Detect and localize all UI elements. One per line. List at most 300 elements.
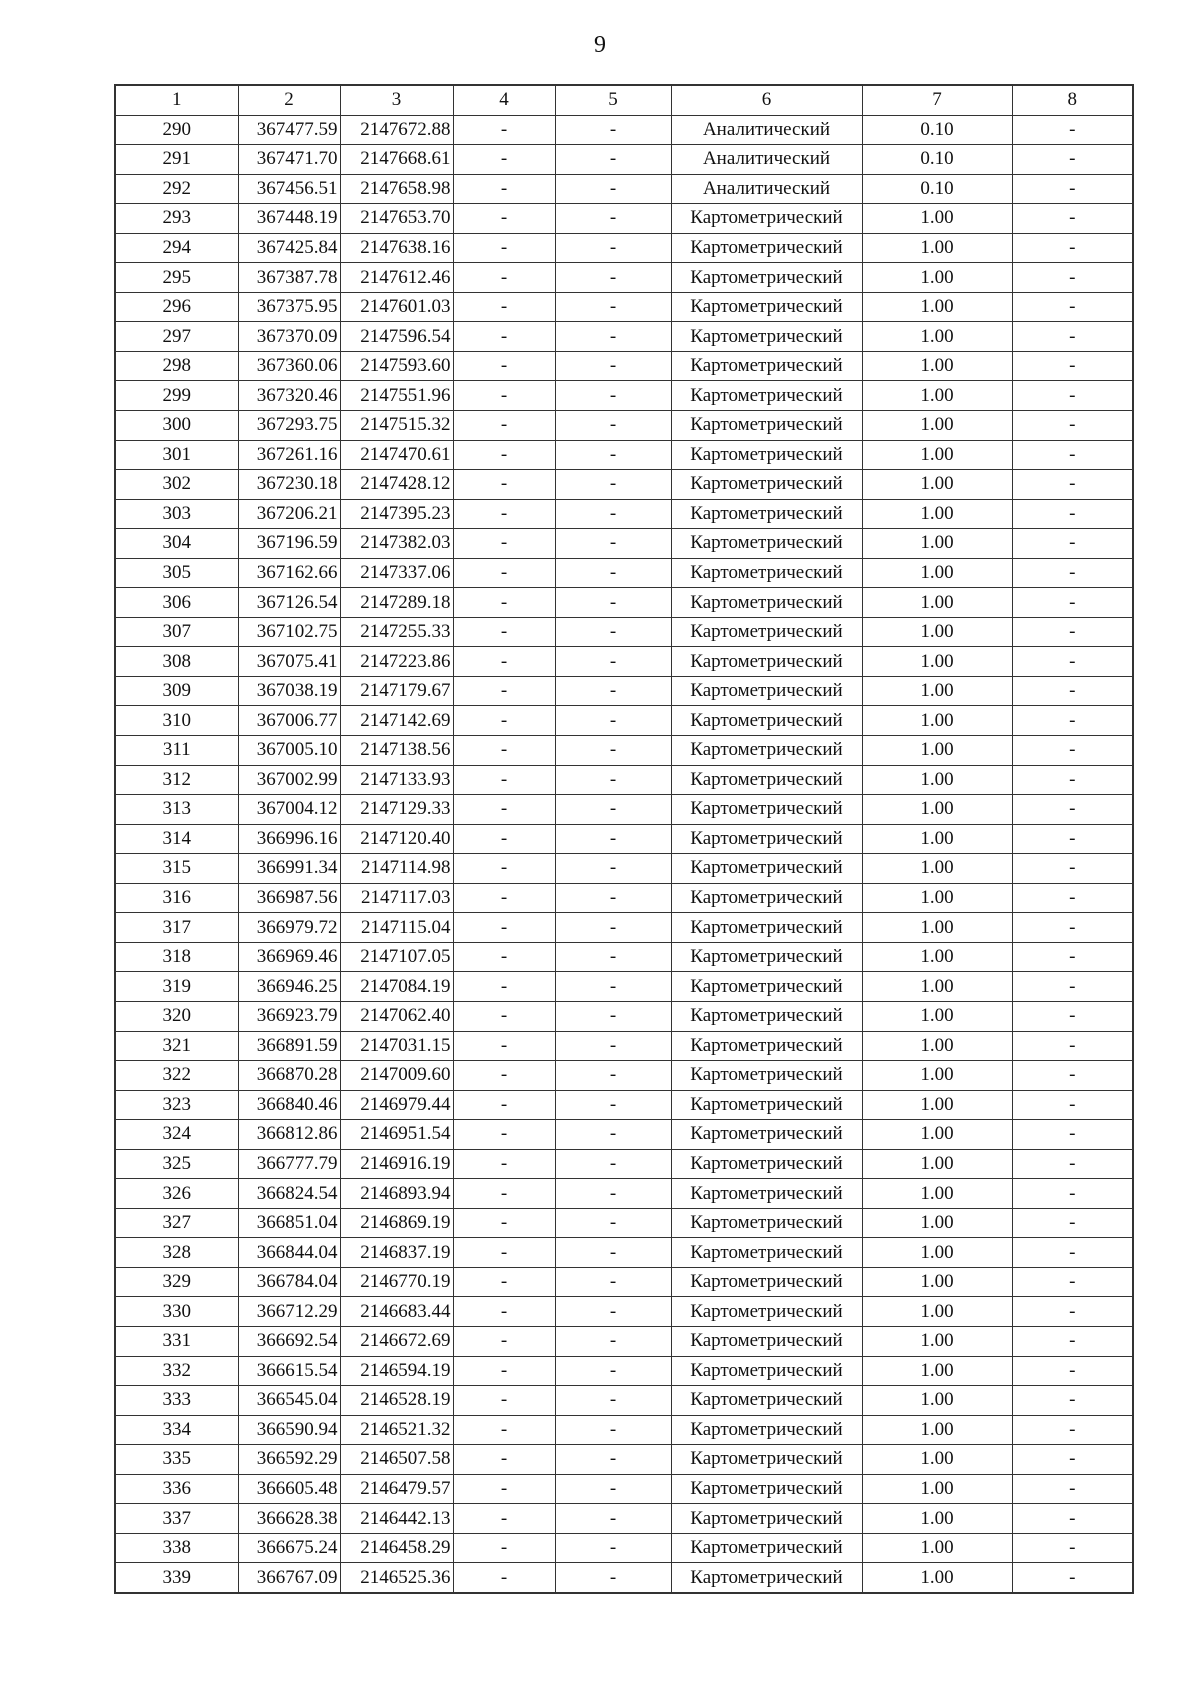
method-cell: Картометрический bbox=[671, 1563, 862, 1593]
accuracy-cell: 1.00 bbox=[862, 765, 1012, 795]
coordinate-y-cell: 2146507.58 bbox=[340, 1445, 453, 1475]
point-number-cell: 312 bbox=[115, 765, 238, 795]
col8-cell: - bbox=[1012, 1031, 1133, 1061]
col8-cell: - bbox=[1012, 824, 1133, 854]
accuracy-cell: 1.00 bbox=[862, 1474, 1012, 1504]
point-number-cell: 323 bbox=[115, 1090, 238, 1120]
point-number-cell: 310 bbox=[115, 706, 238, 736]
col5-cell: - bbox=[555, 824, 671, 854]
coordinate-y-cell: 2147593.60 bbox=[340, 351, 453, 381]
coordinate-y-cell: 2147470.61 bbox=[340, 440, 453, 470]
col4-cell: - bbox=[453, 292, 555, 322]
accuracy-cell: 1.00 bbox=[862, 795, 1012, 825]
accuracy-cell: 1.00 bbox=[862, 1149, 1012, 1179]
accuracy-cell: 1.00 bbox=[862, 263, 1012, 293]
method-cell: Картометрический bbox=[671, 322, 862, 352]
table-row bbox=[115, 1090, 1133, 1120]
method-cell: Картометрический bbox=[671, 706, 862, 736]
method-cell: Картометрический bbox=[671, 263, 862, 293]
col8-cell: - bbox=[1012, 1533, 1133, 1563]
table-row bbox=[115, 499, 1133, 529]
coordinate-y-cell: 2147129.33 bbox=[340, 795, 453, 825]
table-row bbox=[115, 913, 1133, 943]
coordinate-y-cell: 2146893.94 bbox=[340, 1179, 453, 1209]
coordinate-y-cell: 2147428.12 bbox=[340, 470, 453, 500]
table-row bbox=[115, 1120, 1133, 1150]
col4-cell: - bbox=[453, 322, 555, 352]
col5-cell: - bbox=[555, 174, 671, 204]
col4-cell: - bbox=[453, 854, 555, 884]
coordinate-y-cell: 2147672.88 bbox=[340, 115, 453, 145]
table-row bbox=[115, 440, 1133, 470]
col5-cell: - bbox=[555, 1031, 671, 1061]
accuracy-cell: 1.00 bbox=[862, 1356, 1012, 1386]
method-cell: Картометрический bbox=[671, 942, 862, 972]
coordinate-x-cell: 366812.86 bbox=[238, 1120, 340, 1150]
point-number-cell: 292 bbox=[115, 174, 238, 204]
table-row bbox=[115, 617, 1133, 647]
table-row bbox=[115, 115, 1133, 145]
point-number-cell: 336 bbox=[115, 1474, 238, 1504]
coordinate-x-cell: 366712.29 bbox=[238, 1297, 340, 1327]
col5-cell: - bbox=[555, 440, 671, 470]
col8-cell: - bbox=[1012, 233, 1133, 263]
table-row bbox=[115, 854, 1133, 884]
method-cell: Аналитический bbox=[671, 145, 862, 175]
point-number-cell: 321 bbox=[115, 1031, 238, 1061]
table-row bbox=[115, 529, 1133, 559]
method-cell: Аналитический bbox=[671, 174, 862, 204]
col4-cell: - bbox=[453, 706, 555, 736]
coordinate-x-cell: 366675.24 bbox=[238, 1533, 340, 1563]
col5-cell: - bbox=[555, 292, 671, 322]
table-row bbox=[115, 263, 1133, 293]
table-row bbox=[115, 204, 1133, 234]
col8-cell: - bbox=[1012, 322, 1133, 352]
col4-cell: - bbox=[453, 588, 555, 618]
column-header-4: 4 bbox=[453, 85, 555, 115]
accuracy-cell: 1.00 bbox=[862, 736, 1012, 766]
col4-cell: - bbox=[453, 1356, 555, 1386]
method-cell: Картометрический bbox=[671, 381, 862, 411]
table-row bbox=[115, 765, 1133, 795]
col4-cell: - bbox=[453, 1415, 555, 1445]
point-number-cell: 334 bbox=[115, 1415, 238, 1445]
method-cell: Картометрический bbox=[671, 1001, 862, 1031]
column-header-2: 2 bbox=[238, 85, 340, 115]
col8-cell: - bbox=[1012, 1563, 1133, 1593]
point-number-cell: 307 bbox=[115, 617, 238, 647]
col5-cell: - bbox=[555, 1504, 671, 1534]
coordinate-x-cell: 367471.70 bbox=[238, 145, 340, 175]
point-number-cell: 311 bbox=[115, 736, 238, 766]
coordinate-x-cell: 366545.04 bbox=[238, 1386, 340, 1416]
coordinate-x-cell: 366891.59 bbox=[238, 1031, 340, 1061]
method-cell: Картометрический bbox=[671, 1474, 862, 1504]
coordinate-y-cell: 2147337.06 bbox=[340, 558, 453, 588]
col5-cell: - bbox=[555, 1297, 671, 1327]
coordinate-x-cell: 367196.59 bbox=[238, 529, 340, 559]
coordinate-y-cell: 2147551.96 bbox=[340, 381, 453, 411]
col4-cell: - bbox=[453, 1533, 555, 1563]
point-number-cell: 305 bbox=[115, 558, 238, 588]
col8-cell: - bbox=[1012, 676, 1133, 706]
col8-cell: - bbox=[1012, 972, 1133, 1002]
coordinate-x-cell: 366777.79 bbox=[238, 1149, 340, 1179]
col4-cell: - bbox=[453, 174, 555, 204]
col8-cell: - bbox=[1012, 381, 1133, 411]
method-cell: Картометрический bbox=[671, 1445, 862, 1475]
col5-cell: - bbox=[555, 854, 671, 884]
col4-cell: - bbox=[453, 411, 555, 441]
col5-cell: - bbox=[555, 736, 671, 766]
col4-cell: - bbox=[453, 942, 555, 972]
coordinate-x-cell: 367261.16 bbox=[238, 440, 340, 470]
col5-cell: - bbox=[555, 1001, 671, 1031]
col5-cell: - bbox=[555, 529, 671, 559]
column-header-3: 3 bbox=[340, 85, 453, 115]
point-number-cell: 301 bbox=[115, 440, 238, 470]
col5-cell: - bbox=[555, 145, 671, 175]
accuracy-cell: 1.00 bbox=[862, 1504, 1012, 1534]
accuracy-cell: 1.00 bbox=[862, 1563, 1012, 1593]
coordinate-x-cell: 366628.38 bbox=[238, 1504, 340, 1534]
method-cell: Картометрический bbox=[671, 440, 862, 470]
col4-cell: - bbox=[453, 1386, 555, 1416]
coordinates-table bbox=[114, 84, 1134, 1594]
coordinate-y-cell: 2146837.19 bbox=[340, 1238, 453, 1268]
accuracy-cell: 1.00 bbox=[862, 942, 1012, 972]
table-row bbox=[115, 1179, 1133, 1209]
method-cell: Аналитический bbox=[671, 115, 862, 145]
col4-cell: - bbox=[453, 1120, 555, 1150]
point-number-cell: 318 bbox=[115, 942, 238, 972]
col5-cell: - bbox=[555, 470, 671, 500]
coordinate-x-cell: 367005.10 bbox=[238, 736, 340, 766]
col5-cell: - bbox=[555, 263, 671, 293]
col8-cell: - bbox=[1012, 1297, 1133, 1327]
coordinate-x-cell: 366784.04 bbox=[238, 1267, 340, 1297]
coordinate-y-cell: 2147117.03 bbox=[340, 883, 453, 913]
coordinate-x-cell: 367320.46 bbox=[238, 381, 340, 411]
method-cell: Картометрический bbox=[671, 470, 862, 500]
col5-cell: - bbox=[555, 913, 671, 943]
coordinate-y-cell: 2147638.16 bbox=[340, 233, 453, 263]
coordinate-y-cell: 2146951.54 bbox=[340, 1120, 453, 1150]
col5-cell: - bbox=[555, 1061, 671, 1091]
col5-cell: - bbox=[555, 1238, 671, 1268]
method-cell: Картометрический bbox=[671, 1149, 862, 1179]
col4-cell: - bbox=[453, 883, 555, 913]
table-row bbox=[115, 795, 1133, 825]
point-number-cell: 303 bbox=[115, 499, 238, 529]
column-header-1: 1 bbox=[115, 85, 238, 115]
col8-cell: - bbox=[1012, 174, 1133, 204]
col8-cell: - bbox=[1012, 263, 1133, 293]
col5-cell: - bbox=[555, 1445, 671, 1475]
col8-cell: - bbox=[1012, 470, 1133, 500]
coordinate-y-cell: 2147395.23 bbox=[340, 499, 453, 529]
method-cell: Картометрический bbox=[671, 1267, 862, 1297]
table-row bbox=[115, 647, 1133, 677]
coordinate-x-cell: 366840.46 bbox=[238, 1090, 340, 1120]
col4-cell: - bbox=[453, 470, 555, 500]
coordinate-y-cell: 2146672.69 bbox=[340, 1326, 453, 1356]
method-cell: Картометрический bbox=[671, 588, 862, 618]
method-cell: Картометрический bbox=[671, 1356, 862, 1386]
col8-cell: - bbox=[1012, 1474, 1133, 1504]
point-number-cell: 339 bbox=[115, 1563, 238, 1593]
table-row bbox=[115, 145, 1133, 175]
method-cell: Картометрический bbox=[671, 1090, 862, 1120]
accuracy-cell: 1.00 bbox=[862, 854, 1012, 884]
col5-cell: - bbox=[555, 558, 671, 588]
coordinate-y-cell: 2147115.04 bbox=[340, 913, 453, 943]
coordinate-x-cell: 366590.94 bbox=[238, 1415, 340, 1445]
col4-cell: - bbox=[453, 263, 555, 293]
coordinate-y-cell: 2147031.15 bbox=[340, 1031, 453, 1061]
col8-cell: - bbox=[1012, 1415, 1133, 1445]
table-row bbox=[115, 1208, 1133, 1238]
column-header-5: 5 bbox=[555, 85, 671, 115]
coordinate-x-cell: 366767.09 bbox=[238, 1563, 340, 1593]
col4-cell: - bbox=[453, 1326, 555, 1356]
coordinate-y-cell: 2147142.69 bbox=[340, 706, 453, 736]
method-cell: Картометрический bbox=[671, 795, 862, 825]
col4-cell: - bbox=[453, 1061, 555, 1091]
col5-cell: - bbox=[555, 1120, 671, 1150]
method-cell: Картометрический bbox=[671, 1297, 862, 1327]
coordinate-x-cell: 367075.41 bbox=[238, 647, 340, 677]
accuracy-cell: 1.00 bbox=[862, 470, 1012, 500]
table-row bbox=[115, 1474, 1133, 1504]
col4-cell: - bbox=[453, 824, 555, 854]
col5-cell: - bbox=[555, 942, 671, 972]
table-row bbox=[115, 588, 1133, 618]
method-cell: Картометрический bbox=[671, 499, 862, 529]
col4-cell: - bbox=[453, 145, 555, 175]
coordinate-y-cell: 2147612.46 bbox=[340, 263, 453, 293]
method-cell: Картометрический bbox=[671, 1179, 862, 1209]
point-number-cell: 298 bbox=[115, 351, 238, 381]
col5-cell: - bbox=[555, 1208, 671, 1238]
method-cell: Картометрический bbox=[671, 1238, 862, 1268]
table-row bbox=[115, 558, 1133, 588]
accuracy-cell: 1.00 bbox=[862, 322, 1012, 352]
accuracy-cell: 1.00 bbox=[862, 1061, 1012, 1091]
accuracy-cell: 1.00 bbox=[862, 706, 1012, 736]
coordinate-x-cell: 367002.99 bbox=[238, 765, 340, 795]
point-number-cell: 308 bbox=[115, 647, 238, 677]
accuracy-cell: 1.00 bbox=[862, 824, 1012, 854]
method-cell: Картометрический bbox=[671, 411, 862, 441]
coordinate-y-cell: 2146442.13 bbox=[340, 1504, 453, 1534]
table-row bbox=[115, 1031, 1133, 1061]
coordinate-y-cell: 2146525.36 bbox=[340, 1563, 453, 1593]
accuracy-cell: 0.10 bbox=[862, 174, 1012, 204]
table-row bbox=[115, 676, 1133, 706]
accuracy-cell: 1.00 bbox=[862, 529, 1012, 559]
table-row bbox=[115, 233, 1133, 263]
method-cell: Картометрический bbox=[671, 1208, 862, 1238]
method-cell: Картометрический bbox=[671, 854, 862, 884]
coordinate-x-cell: 367456.51 bbox=[238, 174, 340, 204]
table-row bbox=[115, 1386, 1133, 1416]
table-row bbox=[115, 824, 1133, 854]
col5-cell: - bbox=[555, 1415, 671, 1445]
point-number-cell: 316 bbox=[115, 883, 238, 913]
table-row bbox=[115, 942, 1133, 972]
table-row bbox=[115, 411, 1133, 441]
coordinate-x-cell: 366991.34 bbox=[238, 854, 340, 884]
method-cell: Картометрический bbox=[671, 1415, 862, 1445]
col4-cell: - bbox=[453, 1149, 555, 1179]
col5-cell: - bbox=[555, 1267, 671, 1297]
table-row bbox=[115, 1238, 1133, 1268]
method-cell: Картометрический bbox=[671, 1326, 862, 1356]
accuracy-cell: 1.00 bbox=[862, 1090, 1012, 1120]
point-number-cell: 322 bbox=[115, 1061, 238, 1091]
point-number-cell: 302 bbox=[115, 470, 238, 500]
coordinate-x-cell: 367230.18 bbox=[238, 470, 340, 500]
col8-cell: - bbox=[1012, 942, 1133, 972]
table-row bbox=[115, 1001, 1133, 1031]
point-number-cell: 338 bbox=[115, 1533, 238, 1563]
table-row bbox=[115, 1445, 1133, 1475]
point-number-cell: 329 bbox=[115, 1267, 238, 1297]
col5-cell: - bbox=[555, 1090, 671, 1120]
col5-cell: - bbox=[555, 617, 671, 647]
method-cell: Картометрический bbox=[671, 676, 862, 706]
col8-cell: - bbox=[1012, 913, 1133, 943]
accuracy-cell: 1.00 bbox=[862, 883, 1012, 913]
method-cell: Картометрический bbox=[671, 558, 862, 588]
coordinate-x-cell: 367425.84 bbox=[238, 233, 340, 263]
col8-cell: - bbox=[1012, 1238, 1133, 1268]
col8-cell: - bbox=[1012, 1179, 1133, 1209]
accuracy-cell: 1.00 bbox=[862, 411, 1012, 441]
coordinate-x-cell: 367360.06 bbox=[238, 351, 340, 381]
coordinate-y-cell: 2147668.61 bbox=[340, 145, 453, 175]
col8-cell: - bbox=[1012, 1149, 1133, 1179]
point-number-cell: 335 bbox=[115, 1445, 238, 1475]
coordinate-y-cell: 2146916.19 bbox=[340, 1149, 453, 1179]
table-row bbox=[115, 1297, 1133, 1327]
coordinate-x-cell: 367477.59 bbox=[238, 115, 340, 145]
coordinate-y-cell: 2146594.19 bbox=[340, 1356, 453, 1386]
col4-cell: - bbox=[453, 795, 555, 825]
point-number-cell: 317 bbox=[115, 913, 238, 943]
coordinate-y-cell: 2146458.29 bbox=[340, 1533, 453, 1563]
col5-cell: - bbox=[555, 351, 671, 381]
col4-cell: - bbox=[453, 1267, 555, 1297]
coordinate-x-cell: 366979.72 bbox=[238, 913, 340, 943]
accuracy-cell: 1.00 bbox=[862, 647, 1012, 677]
coordinate-y-cell: 2147223.86 bbox=[340, 647, 453, 677]
col8-cell: - bbox=[1012, 1090, 1133, 1120]
col8-cell: - bbox=[1012, 440, 1133, 470]
coordinate-y-cell: 2146869.19 bbox=[340, 1208, 453, 1238]
table-row bbox=[115, 883, 1133, 913]
col8-cell: - bbox=[1012, 411, 1133, 441]
col4-cell: - bbox=[453, 1090, 555, 1120]
col4-cell: - bbox=[453, 558, 555, 588]
col8-cell: - bbox=[1012, 1445, 1133, 1475]
accuracy-cell: 1.00 bbox=[862, 1326, 1012, 1356]
accuracy-cell: 1.00 bbox=[862, 233, 1012, 263]
col5-cell: - bbox=[555, 883, 671, 913]
col5-cell: - bbox=[555, 795, 671, 825]
point-number-cell: 297 bbox=[115, 322, 238, 352]
col5-cell: - bbox=[555, 1386, 671, 1416]
coordinate-x-cell: 367126.54 bbox=[238, 588, 340, 618]
method-cell: Картометрический bbox=[671, 292, 862, 322]
coordinate-x-cell: 367448.19 bbox=[238, 204, 340, 234]
coordinate-x-cell: 366844.04 bbox=[238, 1238, 340, 1268]
col8-cell: - bbox=[1012, 1267, 1133, 1297]
coordinate-y-cell: 2147120.40 bbox=[340, 824, 453, 854]
accuracy-cell: 1.00 bbox=[862, 558, 1012, 588]
coordinate-x-cell: 366605.48 bbox=[238, 1474, 340, 1504]
table-row bbox=[115, 1326, 1133, 1356]
coordinate-x-cell: 367387.78 bbox=[238, 263, 340, 293]
col8-cell: - bbox=[1012, 1504, 1133, 1534]
table-row bbox=[115, 470, 1133, 500]
method-cell: Картометрический bbox=[671, 647, 862, 677]
coordinate-x-cell: 366692.54 bbox=[238, 1326, 340, 1356]
point-number-cell: 290 bbox=[115, 115, 238, 145]
coordinate-y-cell: 2147255.33 bbox=[340, 617, 453, 647]
coordinate-y-cell: 2147382.03 bbox=[340, 529, 453, 559]
col5-cell: - bbox=[555, 322, 671, 352]
coordinate-y-cell: 2147658.98 bbox=[340, 174, 453, 204]
point-number-cell: 309 bbox=[115, 676, 238, 706]
col8-cell: - bbox=[1012, 115, 1133, 145]
method-cell: Картометрический bbox=[671, 233, 862, 263]
coordinate-y-cell: 2147133.93 bbox=[340, 765, 453, 795]
col4-cell: - bbox=[453, 736, 555, 766]
col5-cell: - bbox=[555, 499, 671, 529]
col5-cell: - bbox=[555, 972, 671, 1002]
col4-cell: - bbox=[453, 204, 555, 234]
coordinate-x-cell: 367038.19 bbox=[238, 676, 340, 706]
coordinate-y-cell: 2146528.19 bbox=[340, 1386, 453, 1416]
col4-cell: - bbox=[453, 913, 555, 943]
col5-cell: - bbox=[555, 1326, 671, 1356]
coordinate-y-cell: 2147515.32 bbox=[340, 411, 453, 441]
coordinate-y-cell: 2146979.44 bbox=[340, 1090, 453, 1120]
table-row bbox=[115, 1415, 1133, 1445]
table-row bbox=[115, 351, 1133, 381]
point-number-cell: 325 bbox=[115, 1149, 238, 1179]
col8-cell: - bbox=[1012, 292, 1133, 322]
col8-cell: - bbox=[1012, 765, 1133, 795]
table-row bbox=[115, 1149, 1133, 1179]
point-number-cell: 320 bbox=[115, 1001, 238, 1031]
col8-cell: - bbox=[1012, 1001, 1133, 1031]
col4-cell: - bbox=[453, 1031, 555, 1061]
point-number-cell: 331 bbox=[115, 1326, 238, 1356]
method-cell: Картометрический bbox=[671, 351, 862, 381]
accuracy-cell: 1.00 bbox=[862, 972, 1012, 1002]
coordinate-x-cell: 366969.46 bbox=[238, 942, 340, 972]
table-row bbox=[115, 1267, 1133, 1297]
table-row bbox=[115, 1563, 1133, 1593]
accuracy-cell: 1.00 bbox=[862, 1179, 1012, 1209]
accuracy-cell: 1.00 bbox=[862, 381, 1012, 411]
coordinate-y-cell: 2146479.57 bbox=[340, 1474, 453, 1504]
point-number-cell: 326 bbox=[115, 1179, 238, 1209]
